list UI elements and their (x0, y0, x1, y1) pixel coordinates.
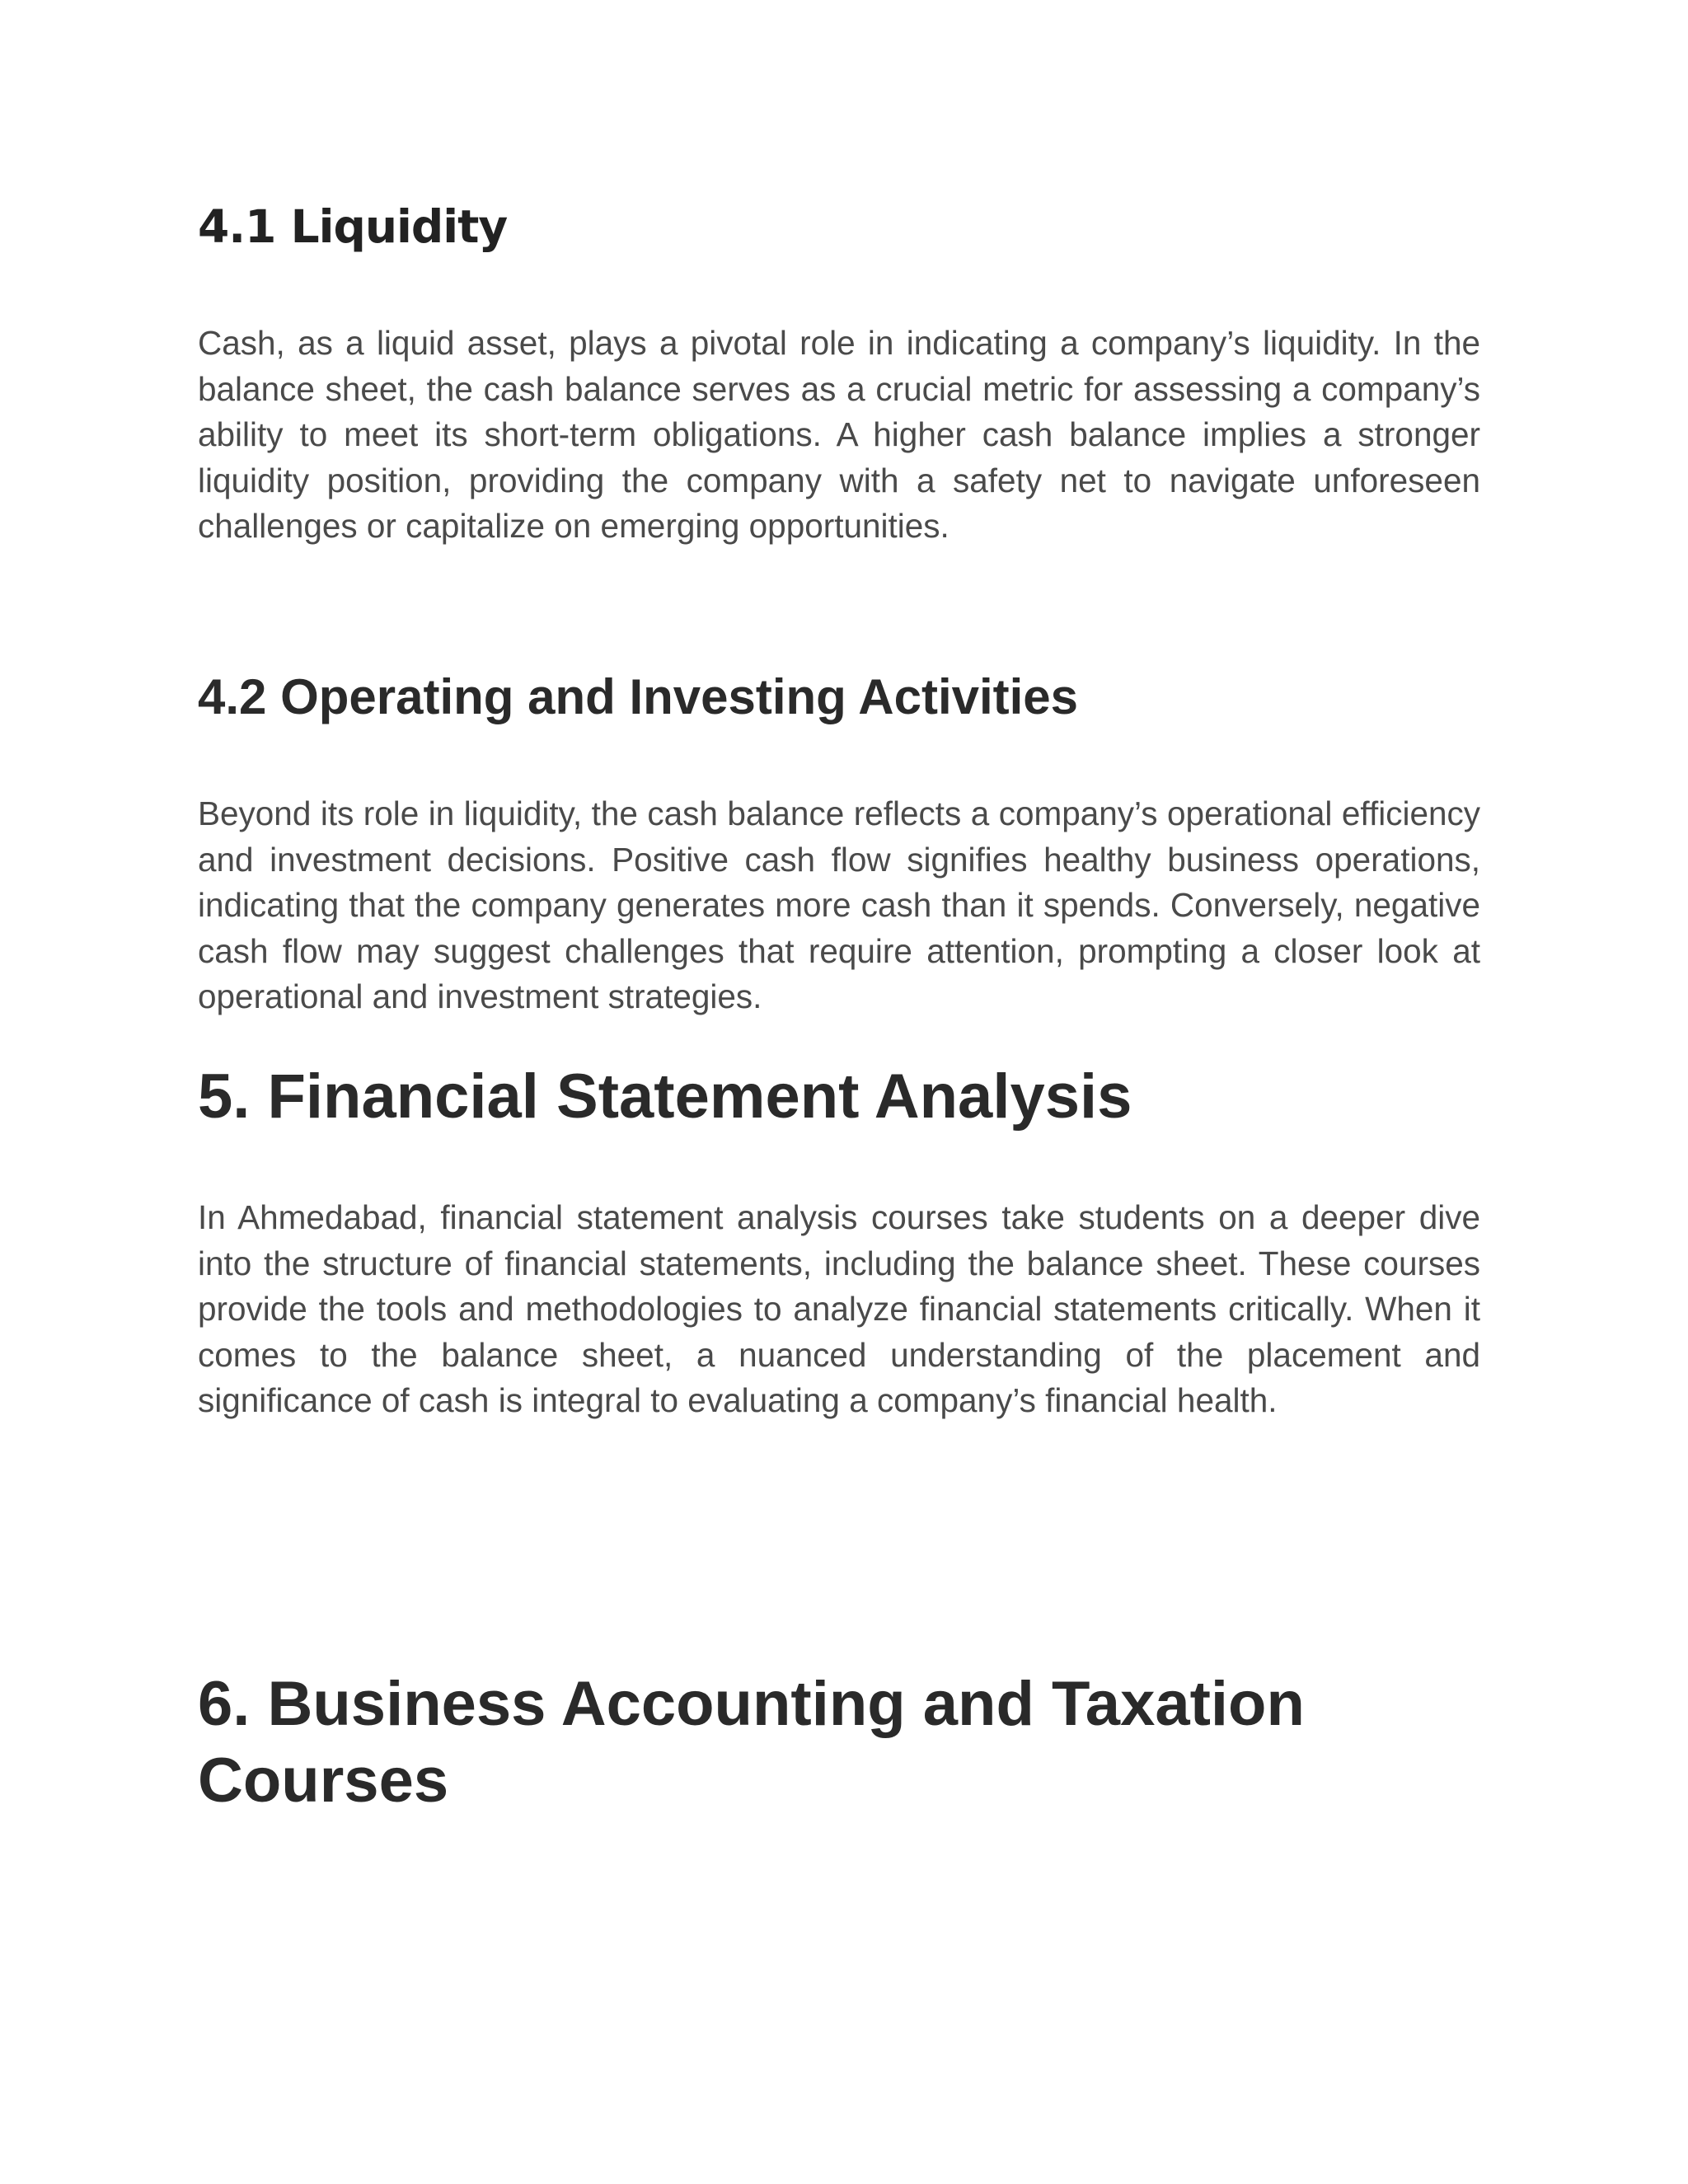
section-4-2 (198, 670, 1480, 724)
section-6 (198, 1666, 1352, 1819)
section-4-2-body-block (198, 791, 1480, 1020)
section-4-2-heading: 4.2 Operating and Investing Activities (198, 669, 1079, 724)
section-4-1-paragraph: Cash, as a liquid asset, plays a pivotal role in indicating a company’s liquidity. In the balance sheet, the cash balance serves as a crucial metric for assessing a company’s ability to meet its short-term obligations. A higher cash balance implies a stronger liquidity position, providing the company with a safety net to navigate unforeseen challenges or capitalize on emerging opportunities. (198, 324, 1480, 545)
section-4-1-heading: 4.1 Liquidity (198, 200, 508, 253)
section-5 (198, 1059, 1480, 1136)
section-4-2-paragraph: Beyond its role in liquidity, the cash balance reflects a company’s operational efficiency and investment decisions. Positive cash flow signifies healthy business operations, indicating that the company generates more cash than it spends. Conversely, negative cash flow may suggest challenges that require attention, prompting a closer look at operational and investment strategies. (198, 794, 1480, 1015)
section-6-heading: 6. Business Accounting and Taxation Courses (198, 1669, 1305, 1816)
section-5-heading: 5. Financial Statement Analysis (198, 1062, 1132, 1132)
section-4-1 (198, 202, 1480, 252)
section-5-body-block (198, 1195, 1480, 1424)
section-4-1-body-block (198, 321, 1480, 550)
section-5-paragraph: In Ahmedabad, financial statement analysis courses take students on a deeper dive into the structure of financial statements, including the balance sheet. These courses provide the tools and methodologies to analyze financial statements critically. When it comes to the balance sheet, a nuanced understanding of the placement and significance of cash is integral to evaluating a company’s financial health. (198, 1198, 1480, 1419)
